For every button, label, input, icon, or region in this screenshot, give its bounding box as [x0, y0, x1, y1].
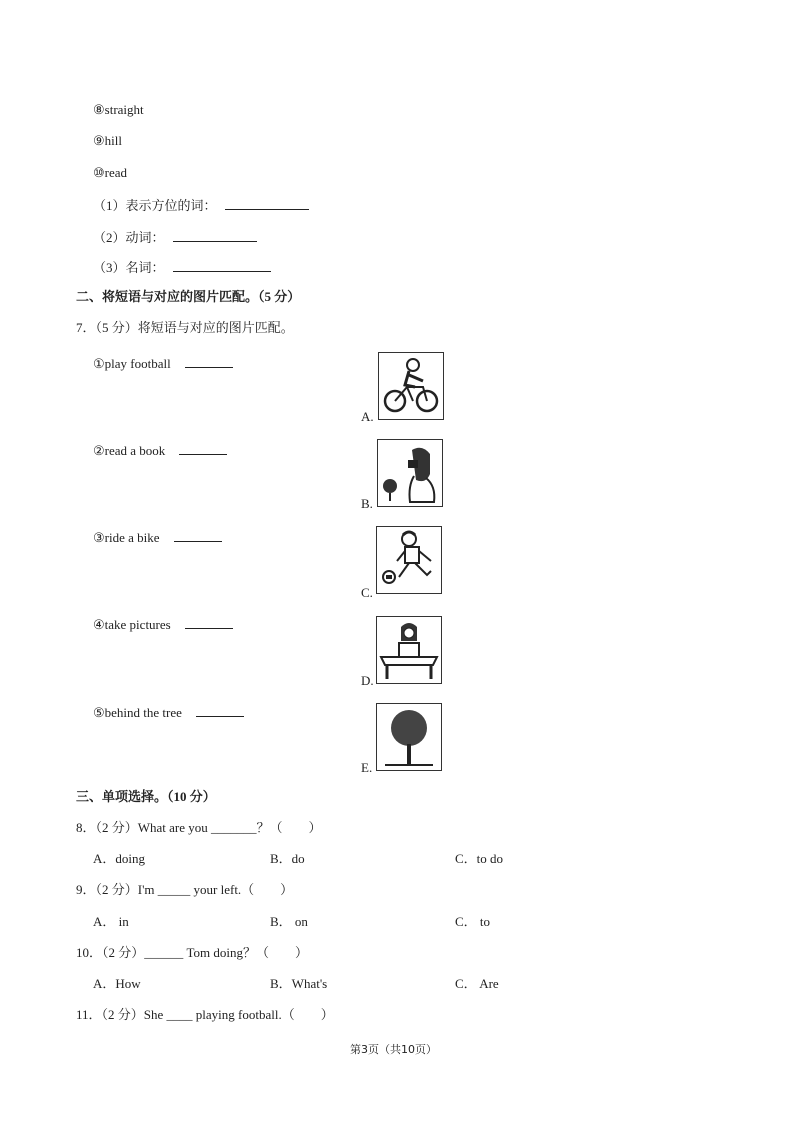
category-line: [93, 259, 271, 276]
answer-blank[interactable]: [225, 197, 309, 210]
option-b[interactable]: B． on: [270, 914, 308, 929]
option-a[interactable]: A．How: [93, 976, 141, 991]
picture-label: A.: [361, 409, 374, 424]
question-stem: 7．（5 分）将短语与对应的图片匹配。: [76, 320, 294, 335]
picture-label: C.: [361, 585, 373, 600]
phrase-item: [93, 704, 244, 721]
answer-blank[interactable]: [174, 529, 222, 542]
phrase-label: ②read a book: [93, 443, 166, 458]
phrase-item: [93, 442, 227, 459]
answer-blank[interactable]: [173, 259, 271, 272]
word-item: ⑩read: [93, 165, 128, 180]
bike-rider-picture: [378, 352, 444, 420]
question-stem: 8．（2 分）What are you _______？（ ）: [76, 820, 322, 835]
picture-label: D.: [361, 673, 374, 688]
option-c[interactable]: C．to do: [455, 851, 504, 866]
category-label: （3）名词：: [93, 260, 165, 275]
answer-blank[interactable]: [179, 442, 227, 455]
category-line: [93, 197, 309, 214]
page-footer: 第3页（共10页）: [350, 1043, 437, 1056]
answer-blank[interactable]: [196, 704, 244, 717]
option-b[interactable]: B．What's: [270, 976, 328, 991]
option-a[interactable]: A．doing: [93, 851, 146, 866]
phrase-label: ①play football: [93, 356, 171, 371]
section-title: 二、将短语与对应的图片匹配。（5 分）: [76, 289, 301, 304]
phrase-item: [93, 355, 233, 372]
answer-blank[interactable]: [185, 616, 233, 629]
phrase-label: ④take pictures: [93, 617, 171, 632]
option-c[interactable]: C． to: [455, 914, 491, 929]
option-b[interactable]: B．do: [270, 851, 305, 866]
camera-girl-picture: [377, 439, 443, 507]
answer-blank[interactable]: [185, 355, 233, 368]
phrase-label: ⑤behind the tree: [93, 705, 182, 720]
category-label: （1）表示方位的词：: [93, 198, 217, 213]
tree-picture: [376, 703, 442, 771]
answer-blank[interactable]: [173, 229, 257, 242]
question-stem: 11．（2 分）She ____ playing football.（ ）: [76, 1007, 334, 1022]
category-label: （2）动词：: [93, 230, 165, 245]
picture-label: E.: [361, 760, 373, 775]
football-boy-picture: [376, 526, 442, 594]
question-stem: 9．（2 分）I'm _____ your left.（ ）: [76, 882, 294, 897]
reading-girl-picture: [376, 616, 442, 684]
option-c[interactable]: C． Are: [455, 976, 499, 991]
phrase-item: [93, 616, 233, 633]
phrase-item: [93, 529, 222, 546]
option-a[interactable]: A． in: [93, 914, 129, 929]
word-item: ⑧straight: [93, 102, 144, 117]
question-stem: 10．（2 分）______ Tom doing？（ ）: [76, 945, 309, 960]
section-title: 三、单项选择。（10 分）: [76, 789, 216, 804]
picture-label: B.: [361, 496, 373, 511]
phrase-label: ③ride a bike: [93, 530, 160, 545]
word-item: ⑨hill: [93, 133, 122, 148]
category-line: [93, 229, 257, 246]
